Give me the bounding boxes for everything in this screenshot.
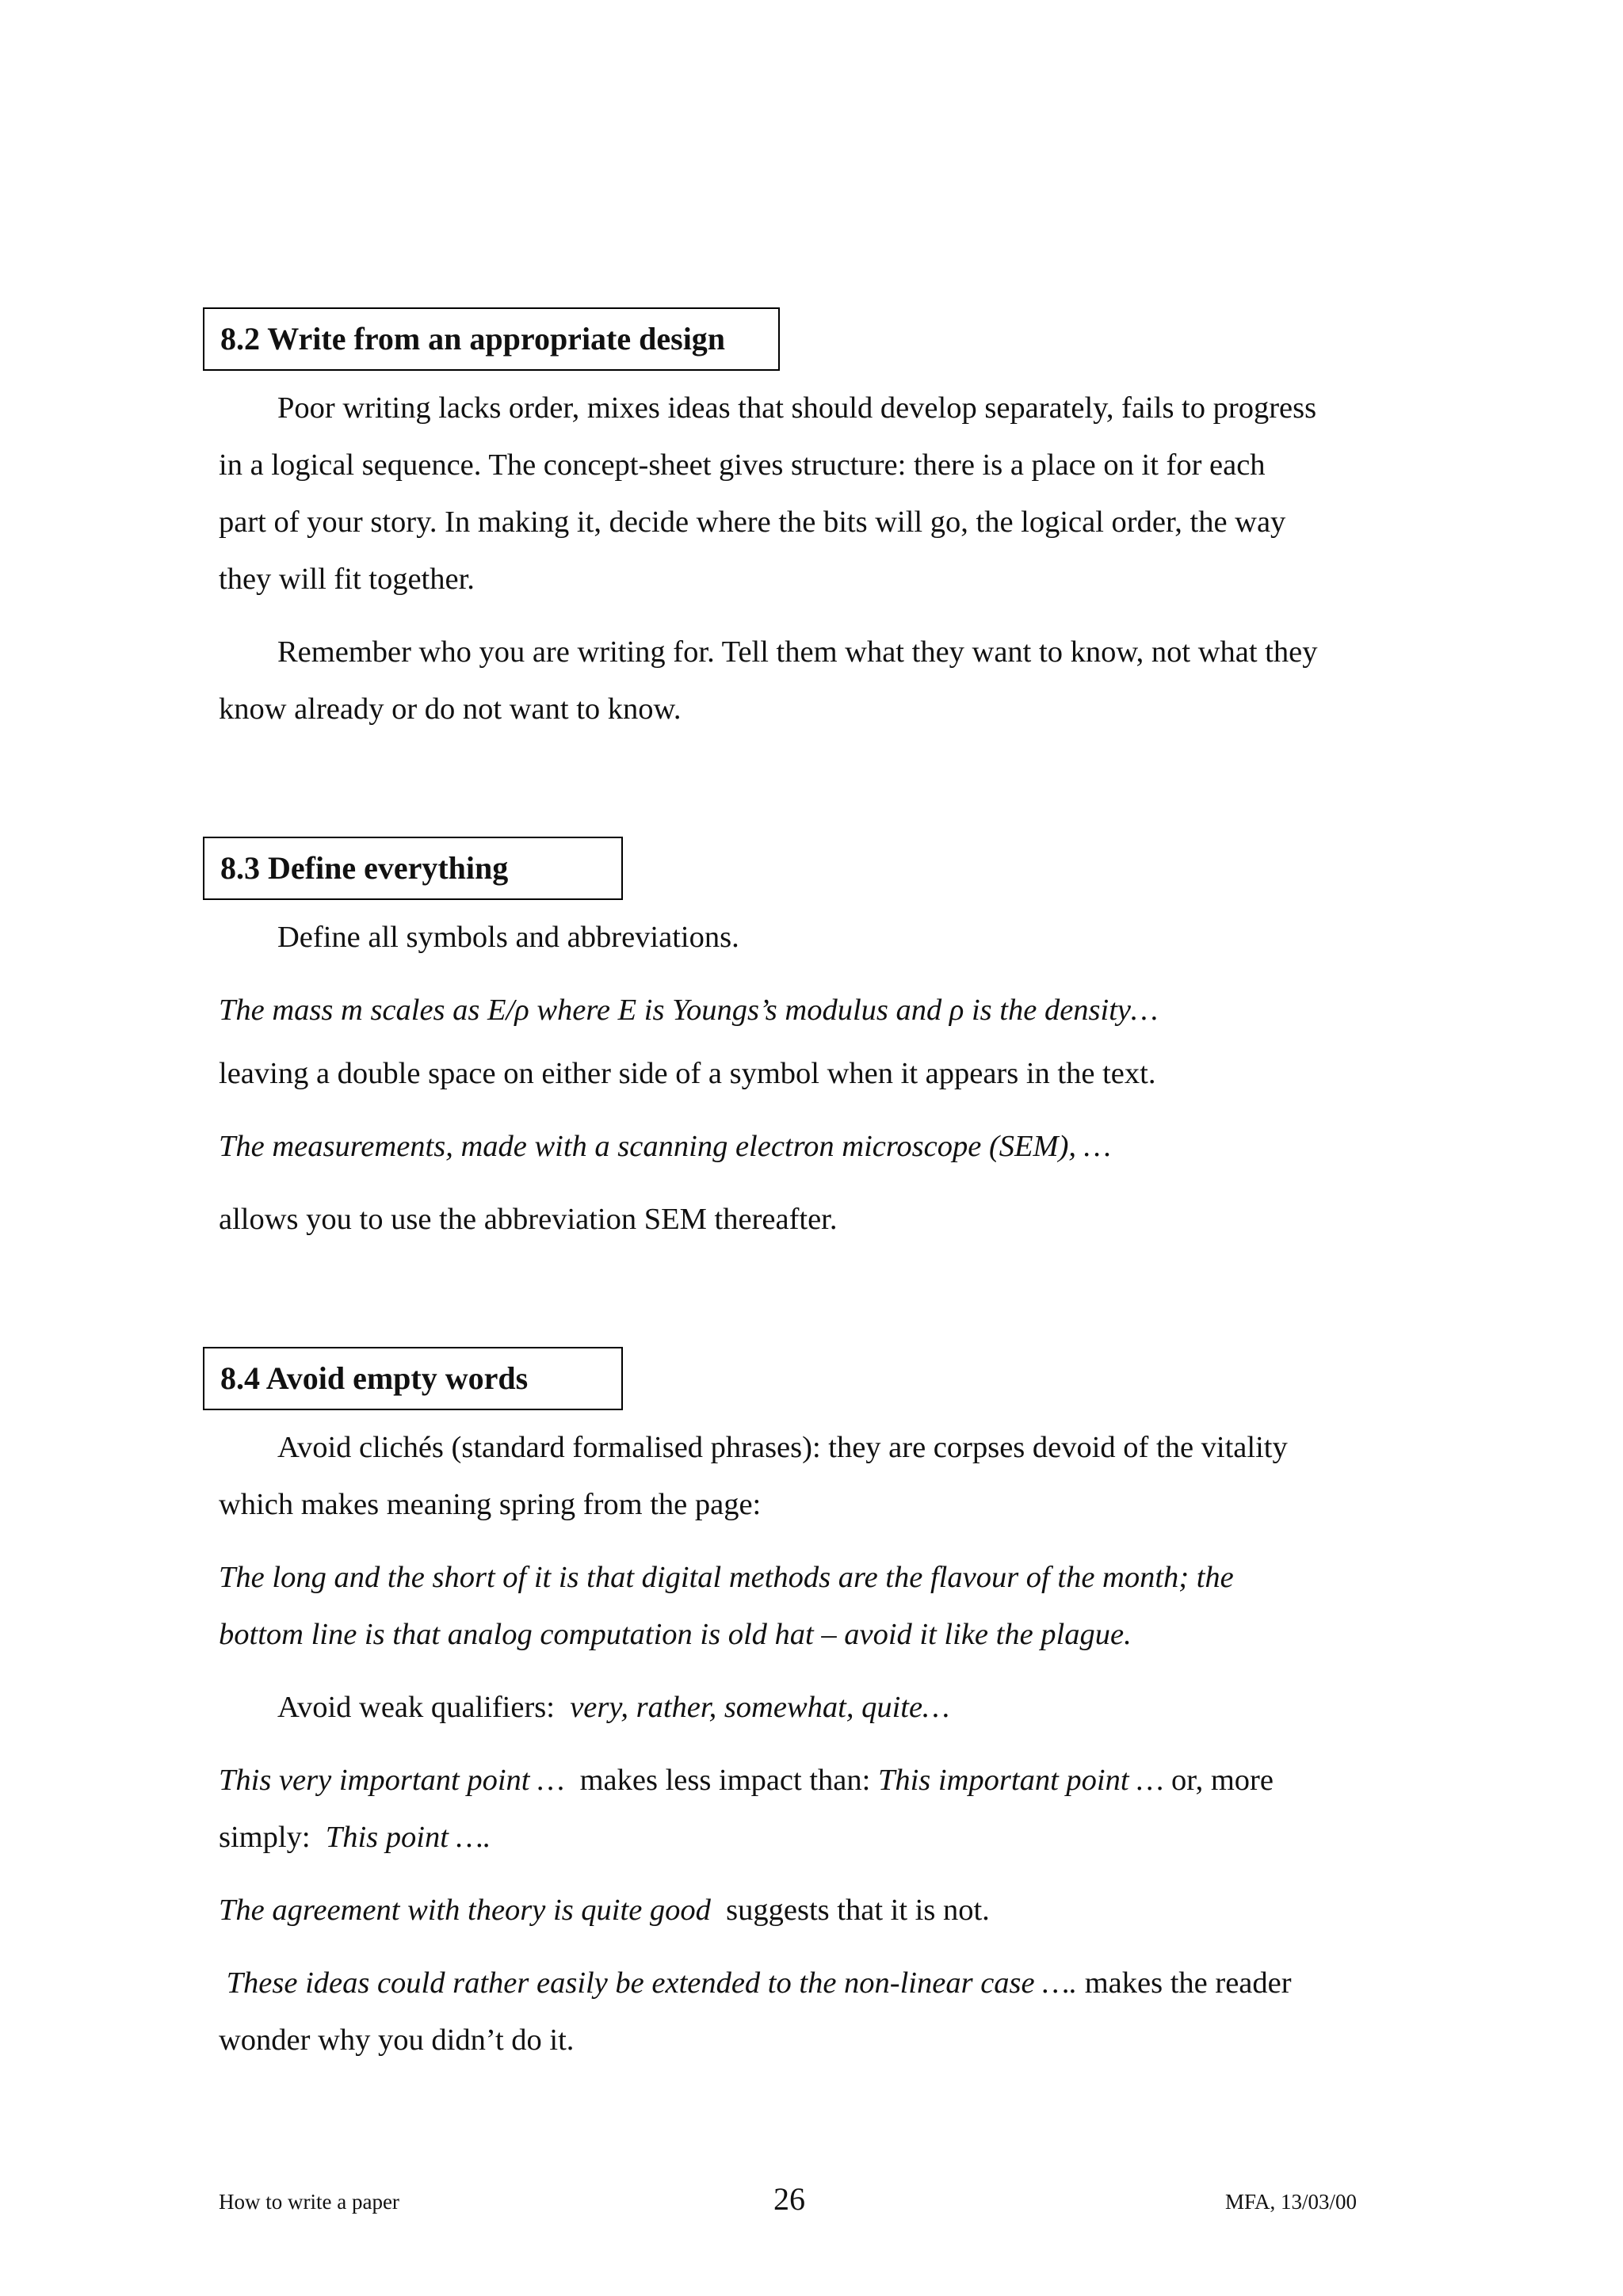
- paragraph-line: allows you to use the abbreviation SEM thereafter.: [219, 1203, 838, 1236]
- example-fragment: This important point …: [877, 1764, 1164, 1797]
- section-heading-8-2: [203, 307, 780, 371]
- example-fragment: This point ….: [325, 1821, 491, 1854]
- paragraph-line: which makes meaning spring from the page:: [219, 1488, 762, 1521]
- example-fragment: The agreement with theory is quite good: [219, 1894, 711, 1927]
- paragraph-line: [219, 1760, 1274, 1800]
- qualifier-lead: Avoid weak qualifiers:: [277, 1691, 571, 1724]
- text-fragment: or, more: [1163, 1764, 1274, 1797]
- text-fragment: makes the reader: [1077, 1966, 1292, 2000]
- paragraph-line: leaving a double space on either side of a symbol when it appears in the text.: [219, 1057, 1156, 1090]
- paragraph-line: [219, 1890, 990, 1930]
- paragraph-line: they will fit together.: [219, 563, 475, 596]
- section-heading-8-4: [203, 1347, 623, 1410]
- page-number: 26: [773, 2181, 805, 2217]
- footer-title: How to write a paper: [219, 2190, 399, 2214]
- paragraph-line: [277, 1688, 949, 1727]
- example-line: The measurements, made with a scanning electron microscope (SEM), …: [219, 1130, 1111, 1163]
- text-fragment: suggests that it is not.: [710, 1894, 990, 1927]
- paragraph-line: Avoid clichés (standard formalised phrases): they are corpses devoid of the vitality: [277, 1431, 1288, 1464]
- example-line: The mass m scales as E/ρ where E is Youngs’s modulus and ρ is the density…: [219, 994, 1159, 1027]
- paragraph-line: [219, 1817, 491, 1857]
- example-fragment: These ideas could rather easily be extended to the non-linear case ….: [219, 1966, 1078, 2000]
- paragraph-line: wonder why you didn’t do it.: [219, 2023, 575, 2057]
- example-fragment: This very important point …: [219, 1764, 565, 1797]
- text-fragment: simply:: [219, 1821, 326, 1854]
- section-heading-text: 8.4 Avoid empty words: [220, 1360, 529, 1396]
- example-line: The long and the short of it is that digital methods are the flavour of the month; the: [219, 1561, 1234, 1594]
- paragraph-line: in a logical sequence. The concept-sheet gives structure: there is a place on it for each: [219, 448, 1266, 482]
- paragraph-line: know already or do not want to know.: [219, 692, 682, 726]
- paragraph-line: part of your story. In making it, decide where the bits will go, the logical order, the way: [219, 505, 1286, 539]
- qualifier-list: very, rather, somewhat, quite…: [570, 1691, 950, 1724]
- paragraph-line: Poor writing lacks order, mixes ideas that should develop separately, fails to progress: [277, 391, 1317, 425]
- footer-author-date: MFA, 13/03/00: [1225, 2190, 1358, 2214]
- paragraph-line: Remember who you are writing for. Tell them what they want to know, not what they: [277, 635, 1318, 669]
- section-heading-text: 8.3 Define everything: [220, 850, 509, 886]
- section-heading-8-3: [203, 837, 623, 900]
- paragraph-line: Define all symbols and abbreviations.: [277, 921, 739, 954]
- example-line: bottom line is that analog computation is old hat – avoid it like the plague.: [219, 1618, 1132, 1651]
- text-fragment: makes less impact than:: [564, 1764, 878, 1797]
- section-heading-text: 8.2 Write from an appropriate design: [220, 321, 726, 357]
- paragraph-line: [219, 1963, 1292, 2003]
